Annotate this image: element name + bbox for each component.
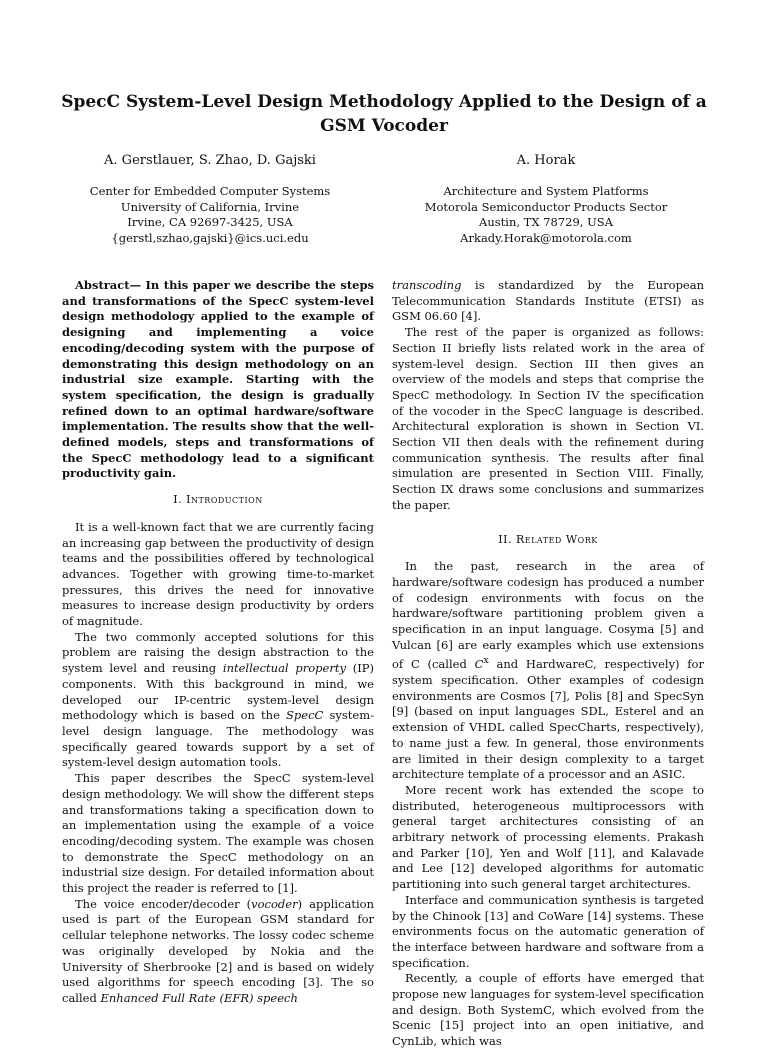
affiliation-line: Motorola Semiconductor Products Sector xyxy=(424,199,668,214)
abstract: Abstract— In this paper we describe the steps and transformations of the SpecC system-level design methodology applied to the example of designing and implementing a voice encoding/decoding system with the purpose of demonstrating this design methodology on an industrial size example. Starting with the system specification, the design is gradually refined down to an optimal hardware/software implementation. The results show that the well-defined models, steps and transformations of the SpecC methodology lead to a significant productivity gain. xyxy=(62,278,374,481)
affiliation-line: Center for Embedded Computer Systems xyxy=(89,184,331,198)
paragraph: It is a well-known fact that we are currently facing an increasing gap between the productivity of design teams and the possibilities offered by technological advances. Together with growing time-to-market pressures, this drives the need for innovative measures to increase design productivity by orders of magnitude. xyxy=(62,519,374,629)
author-block-uci xyxy=(60,152,360,246)
paragraph: More recent work has extended the scope to distributed, heterogeneous multiprocessors with general target architectures consisting of an arbitrary network of processing elements. Prakash and Parker [10], Yen and Wolf [11], and Kalavade and Lee [12] developed algorithms for automatic partitioning into such general target architectures. xyxy=(392,782,704,892)
section-title: Related Work xyxy=(515,532,598,546)
author-block-motorola xyxy=(396,152,696,246)
affiliation-line: Architecture and System Platforms xyxy=(443,184,649,198)
section-heading-introduction xyxy=(62,492,374,508)
section-number: I. xyxy=(173,493,183,507)
author-names: A. Gerstlauer, S. Zhao, D. Gajski xyxy=(104,153,316,168)
section-number: II. xyxy=(498,532,512,546)
section-heading-related-work xyxy=(392,532,704,548)
paragraph: In the past, research in the area of hardware/software codesign has produced a number of codesign environments with focus on the hardware/software partitioning problem given a specification in an input language. Cosyma [5] and Vulcan [6] are early examples which use extensions of C (called $C^x$ and HardwareC, respectively) for system specification. Other examples of codesign environments are Cosmos [7], Polis [8] and SpecSyn [9] (based on input languages SDL, Esterel and an extension of VHDL called SpecCharts, respectively), to name just a few. In general, those environments are limited in their design complexity to a target architecture template of a processor and an ASIC. xyxy=(392,559,704,782)
paragraph: Interface and communication synthesis is targeted by the Chinook [13] and CoWare [14] systems. These environments focus on the automatic generation of the interface between hardware and software from a specification. xyxy=(392,892,704,970)
paragraph: Recently, a couple of efforts have emerged that propose new languages for system-level specification and design. Both SystemC, which evolved from the Scenic [15] project into an open initiative, and CynLib, which was xyxy=(392,971,704,1049)
left-column xyxy=(62,278,374,1007)
affiliation-line: Austin, TX 78729, USA xyxy=(479,215,613,229)
paragraph: This paper describes the SpecC system-level design methodology. We will show the different steps and transformations taking a specification down to an implementation using the example of a voice encoding/decoding system. The example was chosen to demonstrate the SpecC methodology on an industrial size design. For detailed information about this project the reader is referred to [1]. xyxy=(62,771,374,896)
paragraph: The rest of the paper is organized as follows: Section II briefly lists related work in the area of system-level design. Section III then gives an overview of the models and steps that comprise the SpecC methodology. In Section IV the specification of the vocoder in the SpecC language is described. Architectural exploration is shown in Section VI. Section VII then deals with the refinement during communication synthesis. The results after final simulation are presented in Section VIII. Finally, Section IX draws some conclusions and summarizes the paper. xyxy=(392,325,704,512)
section-title: Introduction xyxy=(186,493,263,507)
author-email: Arkady.Horak@motorola.com xyxy=(460,230,632,245)
author-email: {gerstl,szhao,gajski}@ics.uci.edu xyxy=(111,230,309,245)
paragraph: The two commonly accepted solutions for this problem are raising the design abstraction to the system level and reusing intellectual property (IP) components. With this background in mind, we developed our IP-centric system-level design methodology which is based on the SpecC system-level design language. The methodology was specifically geared towards support by a set of system-level design automation tools. xyxy=(62,629,374,770)
paper-title: SpecC System-Level Design Methodology Applied to the Design of a GSM Vocoder xyxy=(61,92,707,136)
paragraph: transcoding is standardized by the European Telecommunication Standards Institute (ETSI) as GSM 06.60 [4]. xyxy=(392,278,704,324)
paragraph: The voice encoder/decoder (vocoder) application used is part of the European GSM standard for cellular telephone networks. The lossy codec scheme was originally developed by Nokia and the University of Sherbrooke [2] and is based on widely used algorithms for speech encoding [3]. The so called Enhanced Full Rate (EFR) speech xyxy=(62,896,374,1005)
right-column xyxy=(392,278,704,1050)
affiliation-line: Irvine, CA 92697-3425, USA xyxy=(127,215,293,229)
author-names: A. Horak xyxy=(516,153,576,168)
affiliation-line: University of California, Irvine xyxy=(120,199,300,214)
